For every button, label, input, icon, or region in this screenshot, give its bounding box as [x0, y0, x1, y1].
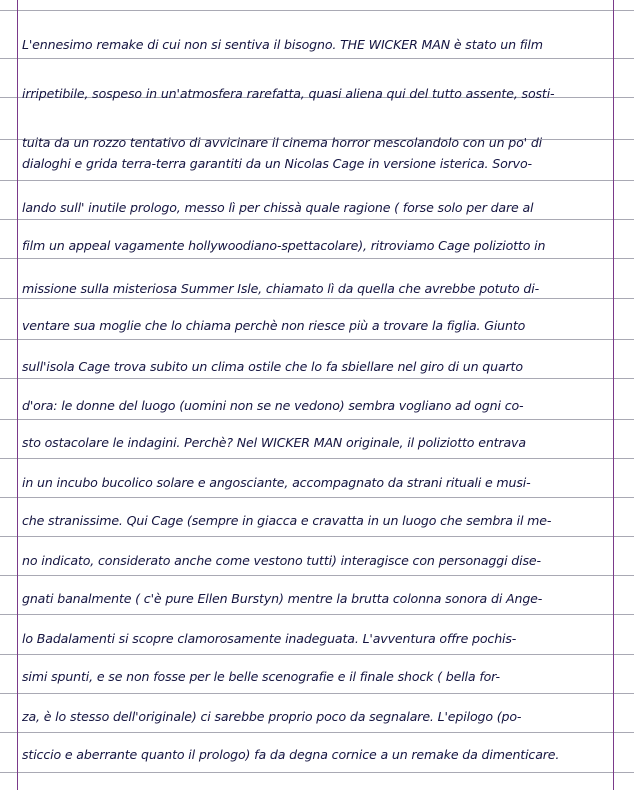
- handwritten-line: gnati banalmente ( c'è pure Ellen Burstyn) mentre la brutta colonna sonora di Ange-: [22, 591, 543, 606]
- rule-line: [0, 654, 634, 655]
- rule-line: [0, 180, 634, 181]
- handwritten-line: lando sull' inutile prologo, messo lì per chissà quale ragione ( forse solo per dare al: [22, 200, 534, 215]
- rule-line: [0, 458, 634, 459]
- handwritten-line: L'ennesimo remake di cui non si sentiva il bisogno. THE WICKER MAN è stato un film: [22, 37, 543, 52]
- handwritten-line: film un appeal vagamente hollywoodiano-spettacolare), ritroviamo Cage poliziotto in: [22, 238, 546, 253]
- handwritten-line: che stranissime. Qui Cage (sempre in giacca e cravatta in un luogo che sembra il me-: [22, 513, 552, 528]
- handwritten-line: dialoghi e grida terra-terra garantiti da un Nicolas Cage in versione isterica. Sorvo-: [22, 156, 532, 171]
- handwritten-line: in un incubo bucolico solare e angosciante, accompagnato da strani rituali e musi-: [22, 475, 531, 490]
- handwritten-line: sto ostacolare le indagini. Perchè? Nel WICKER MAN originale, il poliziotto entrava: [22, 435, 526, 450]
- handwritten-line: d'ora: le donne del luogo (uomini non se ne vedono) sembra vogliano ad ogni co-: [22, 398, 524, 413]
- handwritten-line: ventare sua moglie che lo chiama perchè non riesce più a trovare la figlia. Giunto: [22, 318, 526, 333]
- handwritten-line: irripetibile, sospeso in un'atmosfera rarefatta, quasi aliena qui del tutto assente, sosti-: [22, 86, 555, 101]
- rule-line: [0, 614, 634, 615]
- handwritten-line: missione sulla misteriosa Summer Isle, chiamato lì da quella che avrebbe potuto di-: [22, 281, 539, 296]
- handwritten-line: sull'isola Cage trova subito un clima ostile che lo fa sbiellare nel giro di un quarto: [22, 359, 523, 374]
- handwritten-line: za, è lo stesso dell'originale) ci sarebbe proprio poco da segnalare. L'epilogo (po-: [22, 709, 522, 724]
- handwritten-line: lo Badalamenti si scopre clamorosamente inadeguata. L'avventura offre pochis-: [22, 631, 517, 646]
- left-margin-line: [17, 0, 18, 790]
- handwritten-line: tuita da un rozzo tentativo di avvicinare il cinema horror mescolandolo con un po' di: [22, 135, 543, 150]
- rule-line: [0, 693, 634, 694]
- handwritten-line: sticcio e aberrante quanto il prologo) fa da degna cornice a un remake da dimenticare.: [22, 747, 560, 762]
- rule-line: [0, 732, 634, 733]
- handwritten-line: simi spunti, e se non fosse per le belle scenografie e il finale shock ( bella for-: [22, 669, 500, 684]
- rule-line: [0, 10, 634, 11]
- rule-line: [0, 772, 634, 773]
- rule-line: [0, 536, 634, 537]
- handwritten-line: no indicato, considerato anche come vestono tutti) interagisce con personaggi dise-: [22, 553, 541, 568]
